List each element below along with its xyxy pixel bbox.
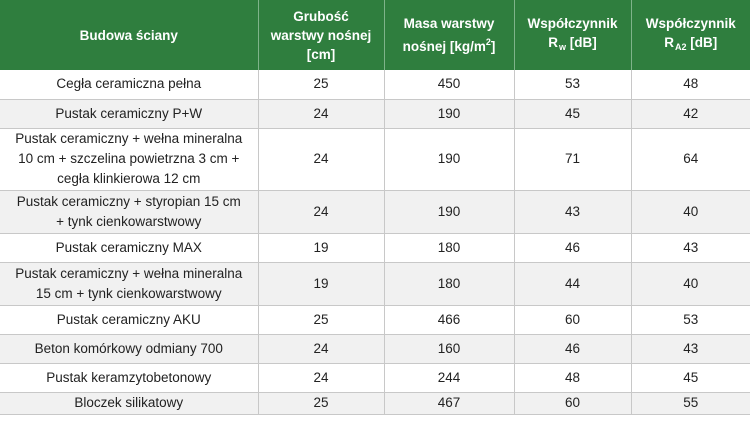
cell-ra2: 64 xyxy=(631,128,750,190)
cell-ra2: 42 xyxy=(631,99,750,128)
cell-thickness: 19 xyxy=(258,233,384,262)
table-row xyxy=(0,334,750,363)
cell-thickness: 24 xyxy=(258,128,384,190)
cell-rw: 46 xyxy=(514,233,631,262)
cell-wall: Pustak keramzytobetonowy xyxy=(0,363,258,392)
cell-wall: Pustak ceramiczny MAX xyxy=(0,233,258,262)
table-row xyxy=(0,262,750,305)
cell-ra2: 53 xyxy=(631,305,750,334)
cell-ra2: 43 xyxy=(631,334,750,363)
cell-mass: 160 xyxy=(384,334,514,363)
header-wall-construction: Budowa ściany xyxy=(0,0,258,70)
cell-mass: 450 xyxy=(384,70,514,99)
cell-mass: 180 xyxy=(384,262,514,305)
cell-thickness: 24 xyxy=(258,99,384,128)
table-row xyxy=(0,99,750,128)
cell-wall: Cegła ceramiczna pełna xyxy=(0,70,258,99)
cell-mass: 466 xyxy=(384,305,514,334)
cell-rw: 60 xyxy=(514,305,631,334)
cell-wall: Pustak ceramiczny AKU xyxy=(0,305,258,334)
cell-wall: Pustak ceramiczny + wełna mineralna 10 cm + szczelina powietrzna 3 cm + cegła klinkierowa 12 cm xyxy=(0,128,258,190)
cell-mass: 467 xyxy=(384,392,514,414)
cell-thickness: 24 xyxy=(258,334,384,363)
cell-mass: 190 xyxy=(384,128,514,190)
table-row xyxy=(0,128,750,190)
cell-wall: Pustak ceramiczny P+W xyxy=(0,99,258,128)
table-row xyxy=(0,305,750,334)
cell-mass: 190 xyxy=(384,190,514,233)
table-row xyxy=(0,190,750,233)
cell-ra2: 45 xyxy=(631,363,750,392)
cell-ra2: 40 xyxy=(631,262,750,305)
cell-rw: 60 xyxy=(514,392,631,414)
header-ra2: Współczynnik $R_{A2}$ [dB] xyxy=(631,0,750,70)
header-rw: Współczynnik $R_w$ [dB] xyxy=(514,0,631,70)
cell-rw: 43 xyxy=(514,190,631,233)
cell-thickness: 24 xyxy=(258,190,384,233)
cell-thickness: 19 xyxy=(258,262,384,305)
table-row xyxy=(0,392,750,414)
cell-thickness: 25 xyxy=(258,70,384,99)
table-row xyxy=(0,363,750,392)
cell-wall: Pustak ceramiczny + styropian 15 cm + tynk cienkowarstwowy xyxy=(0,190,258,233)
cell-mass: 244 xyxy=(384,363,514,392)
cell-wall: Pustak ceramiczny + wełna mineralna 15 cm + tynk cienkowarstwowy xyxy=(0,262,258,305)
cell-thickness: 24 xyxy=(258,363,384,392)
cell-rw: 48 xyxy=(514,363,631,392)
cell-mass: 190 xyxy=(384,99,514,128)
cell-mass: 180 xyxy=(384,233,514,262)
cell-rw: 53 xyxy=(514,70,631,99)
cell-wall: Beton komórkowy odmiany 700 xyxy=(0,334,258,363)
cell-rw: 44 xyxy=(514,262,631,305)
cell-ra2: 55 xyxy=(631,392,750,414)
cell-thickness: 25 xyxy=(258,305,384,334)
cell-wall: Bloczek silikatowy xyxy=(0,392,258,414)
cell-rw: 71 xyxy=(514,128,631,190)
table-header-row xyxy=(0,0,750,70)
cell-thickness: 25 xyxy=(258,392,384,414)
table-row xyxy=(0,70,750,99)
cell-ra2: 48 xyxy=(631,70,750,99)
table-row xyxy=(0,233,750,262)
cell-ra2: 43 xyxy=(631,233,750,262)
header-thickness: Grubość warstwy nośnej [cm] xyxy=(258,0,384,70)
header-mass: Masa warstwy nośnej $[kg/m^2]$ xyxy=(384,0,514,70)
cell-rw: 45 xyxy=(514,99,631,128)
cell-ra2: 40 xyxy=(631,190,750,233)
cell-rw: 46 xyxy=(514,334,631,363)
